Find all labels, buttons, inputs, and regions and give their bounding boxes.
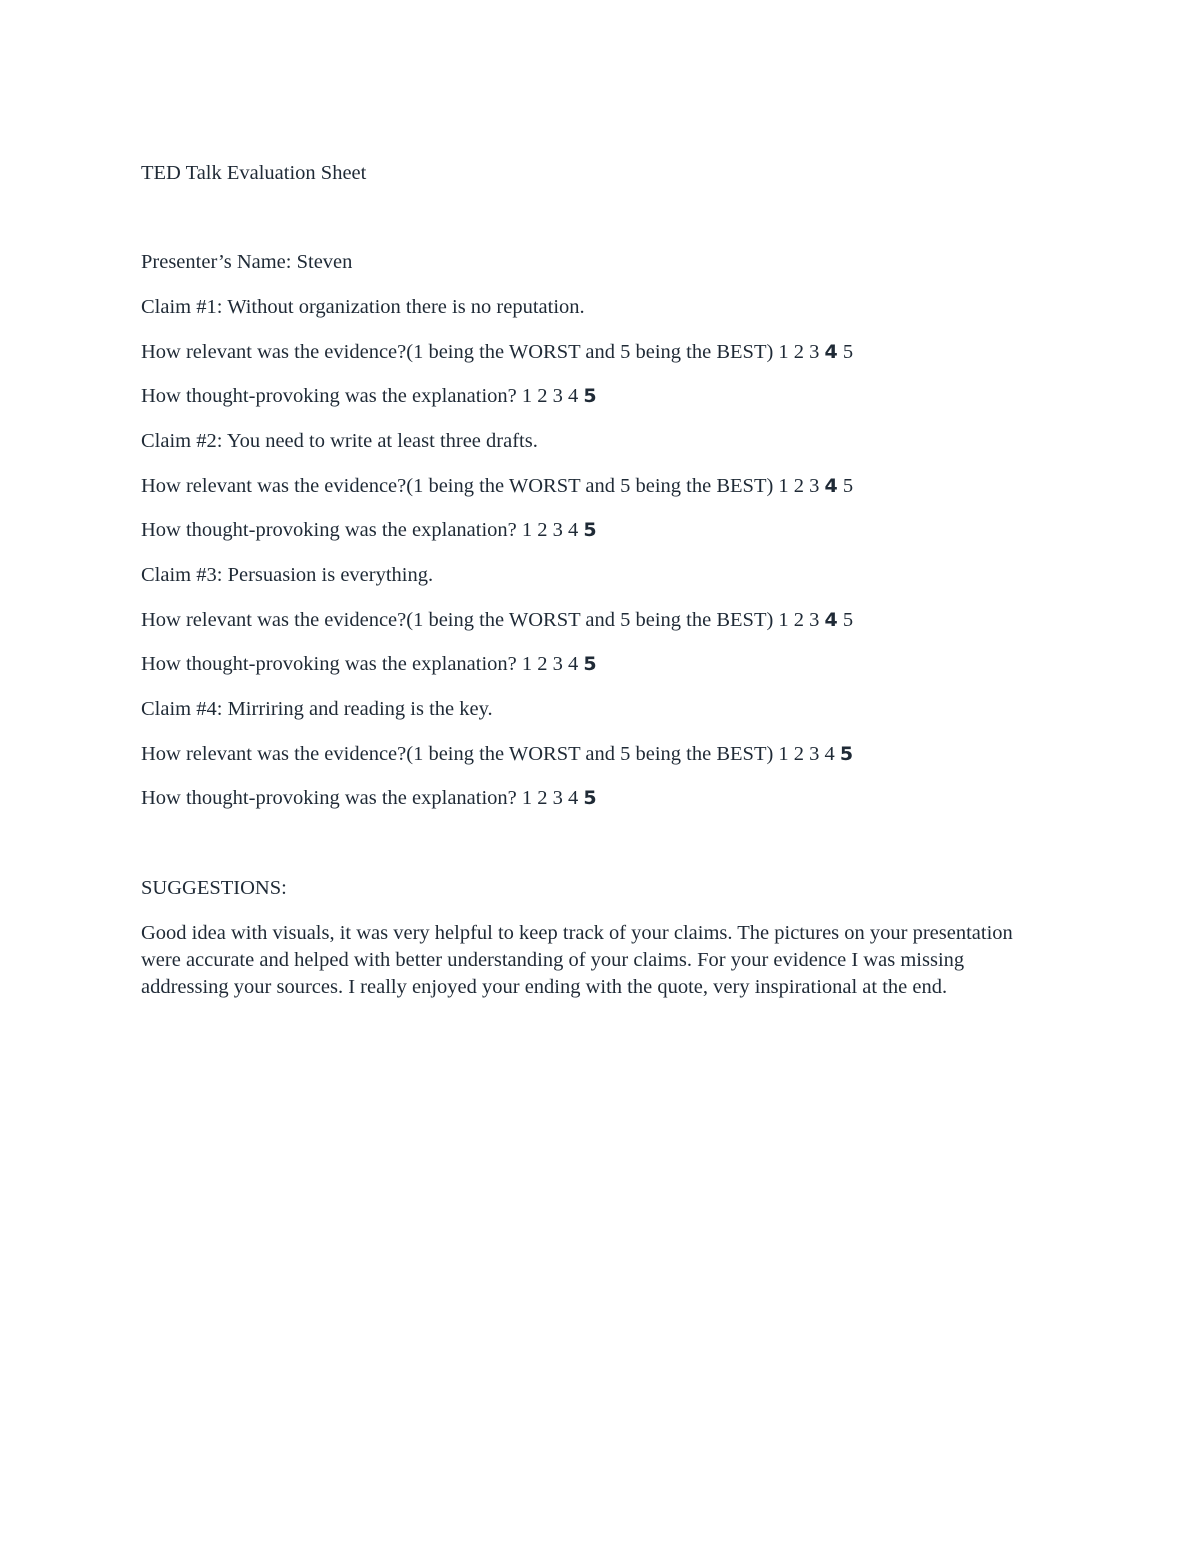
rating-option-selected: 5 xyxy=(583,787,597,809)
claim-text: You need to write at least three drafts. xyxy=(226,430,538,452)
rating-option: 3 xyxy=(552,787,563,809)
presenter-value: Steven xyxy=(296,251,353,273)
claim-4 xyxy=(141,697,493,721)
rating-scale xyxy=(778,341,853,363)
rating-scale xyxy=(522,519,597,541)
claim-1 xyxy=(141,295,585,319)
rating-option: 2 xyxy=(793,609,805,631)
rating-option: 1 xyxy=(521,787,533,809)
rating-option: 5 xyxy=(842,609,854,631)
suggestions-paragraph: Good idea with visuals, it was very helpful to keep track of your claims. The pictures on your presentation were accurate and helped with better understanding of your claims. For your evidence I was missing addressing your sources. I really enjoyed your ending with the quote, very inspirational at the end. xyxy=(141,922,1013,998)
rating-scale xyxy=(778,609,853,631)
claim-label: Claim #1: xyxy=(141,296,223,318)
rating-option: 2 xyxy=(793,341,805,363)
suggestions-heading xyxy=(141,876,287,900)
presenter-label: Presenter’s Name: xyxy=(141,251,292,273)
rating-option: 1 xyxy=(521,653,533,675)
page-title xyxy=(141,161,366,185)
rating-option: 1 xyxy=(778,743,789,765)
rating-option: 5 xyxy=(842,341,854,363)
rating-option: 3 xyxy=(552,653,563,675)
rating-option-selected: 5 xyxy=(583,519,597,541)
claim-label: Claim #2: xyxy=(141,430,223,452)
rating-option: 3 xyxy=(809,609,820,631)
claim-label: Claim #3: xyxy=(141,564,223,586)
rating-option: 4 xyxy=(568,787,579,809)
relevance-question: How relevant was the evidence?(1 being the WORST and 5 being the BEST) xyxy=(141,609,774,631)
claim-4-relevance-rating xyxy=(141,742,853,766)
relevance-question: How relevant was the evidence?(1 being the WORST and 5 being the BEST) xyxy=(141,341,774,363)
rating-option: 2 xyxy=(793,475,805,497)
claim-3 xyxy=(141,563,433,587)
rating-option-selected: 4 xyxy=(824,609,838,631)
rating-option: 2 xyxy=(537,653,548,675)
rating-option: 1 xyxy=(521,519,533,541)
rating-option: 2 xyxy=(793,743,805,765)
claim-2 xyxy=(141,429,538,453)
rating-option: 3 xyxy=(809,341,820,363)
claim-text: Mirriring and reading is the key. xyxy=(227,698,493,720)
rating-option-selected: 5 xyxy=(583,385,597,407)
claim-1-relevance-rating xyxy=(141,340,853,364)
rating-option: 1 xyxy=(778,609,789,631)
presenter-line xyxy=(141,250,352,274)
claim-2-thought-rating xyxy=(141,518,597,542)
rating-scale xyxy=(522,787,597,809)
rating-option: 2 xyxy=(537,385,548,407)
rating-option: 2 xyxy=(537,519,548,541)
rating-scale xyxy=(778,475,853,497)
title-text: TED Talk Evaluation Sheet xyxy=(141,162,367,184)
thought-question: How thought-provoking was the explanation? xyxy=(141,519,517,541)
rating-option: 1 xyxy=(521,385,533,407)
rating-option: 4 xyxy=(568,385,579,407)
thought-question: How thought-provoking was the explanation? xyxy=(141,653,517,675)
claim-1-thought-rating xyxy=(141,384,597,408)
suggestions-heading-text: SUGGESTIONS: xyxy=(141,877,287,899)
rating-option: 3 xyxy=(809,475,820,497)
rating-option: 3 xyxy=(552,519,563,541)
rating-option: 2 xyxy=(537,787,548,809)
relevance-question: How relevant was the evidence?(1 being the WORST and 5 being the BEST) xyxy=(141,743,774,765)
rating-option: 3 xyxy=(809,743,820,765)
claim-text: Without organization there is no reputation. xyxy=(227,296,585,318)
rating-option: 5 xyxy=(842,475,854,497)
claim-3-thought-rating xyxy=(141,652,597,676)
rating-scale xyxy=(522,653,597,675)
thought-question: How thought-provoking was the explanation? xyxy=(141,787,517,809)
thought-question: How thought-provoking was the explanation? xyxy=(141,385,517,407)
claim-3-relevance-rating xyxy=(141,608,853,632)
rating-option: 3 xyxy=(552,385,563,407)
rating-option-selected: 4 xyxy=(824,341,838,363)
rating-option: 1 xyxy=(778,341,789,363)
rating-scale xyxy=(522,385,597,407)
relevance-question: How relevant was the evidence?(1 being the WORST and 5 being the BEST) xyxy=(141,475,774,497)
claim-2-relevance-rating xyxy=(141,474,853,498)
rating-option-selected: 5 xyxy=(583,653,597,675)
rating-option: 4 xyxy=(568,653,579,675)
claim-text: Persuasion is everything. xyxy=(227,564,434,586)
rating-option: 4 xyxy=(824,743,835,765)
rating-scale xyxy=(778,743,853,765)
rating-option-selected: 4 xyxy=(824,475,838,497)
claim-label: Claim #4: xyxy=(141,698,223,720)
claim-4-thought-rating xyxy=(141,786,597,810)
rating-option-selected: 5 xyxy=(839,743,854,765)
rating-option: 4 xyxy=(568,519,579,541)
rating-option: 1 xyxy=(778,475,789,497)
